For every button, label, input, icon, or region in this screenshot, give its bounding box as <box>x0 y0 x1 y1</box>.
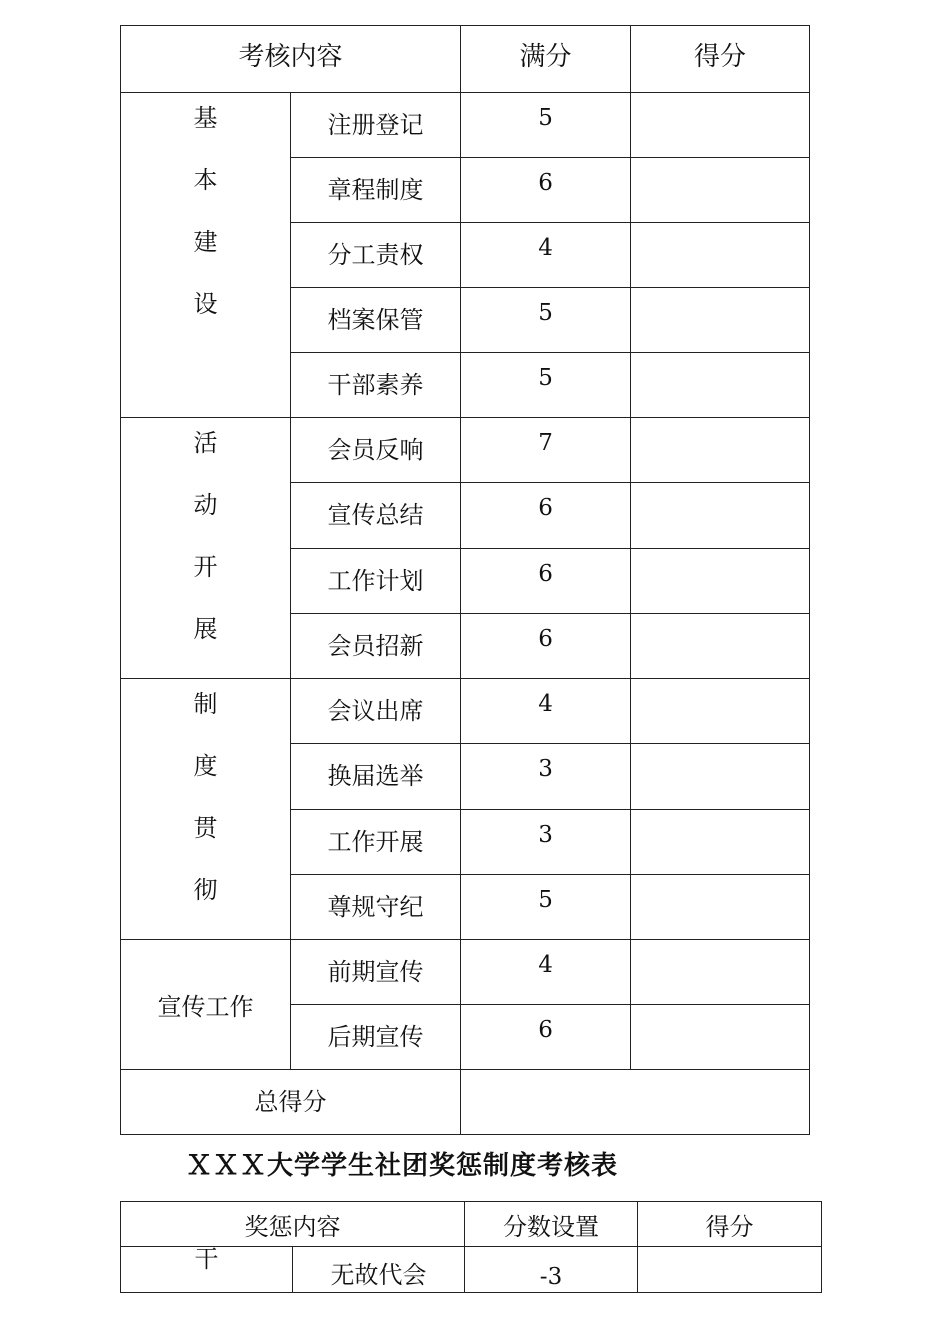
full-score-cell: 4 <box>461 679 631 744</box>
item-name-cell: 工作计划 <box>291 548 461 613</box>
score-cell[interactable] <box>631 158 810 223</box>
item-name-cell: 档案保管 <box>291 288 461 353</box>
header-score: 得分 <box>631 26 810 93</box>
full-score-cell: 3 <box>461 744 631 809</box>
score-cell[interactable] <box>631 679 810 744</box>
category-cell: 干 <box>121 1247 293 1293</box>
item-name-cell: 章程制度 <box>291 158 461 223</box>
full-score-cell: 6 <box>461 483 631 548</box>
score-cell[interactable] <box>631 223 810 288</box>
document-title: ＸＸＸ大学学生社团奖惩制度考核表 <box>186 1151 619 1181</box>
assessment-table-body <box>121 26 810 1135</box>
score-cell[interactable] <box>631 418 810 483</box>
full-score-cell: 5 <box>461 874 631 939</box>
table-header-row <box>121 26 810 93</box>
item-name-cell: 宣传总结 <box>291 483 461 548</box>
table-row <box>121 93 810 158</box>
category-char: 本 <box>193 166 218 194</box>
category-label-vertical <box>121 105 290 353</box>
score-cell[interactable] <box>631 93 810 158</box>
total-row <box>121 1070 810 1135</box>
header-reward-content: 奖惩内容 <box>121 1202 465 1247</box>
category-char: 活 <box>193 429 218 457</box>
item-name-cell: 注册登记 <box>291 93 461 158</box>
full-score-cell: 7 <box>461 418 631 483</box>
score-cell[interactable] <box>631 809 810 874</box>
category-cell <box>121 679 291 940</box>
score-cell[interactable] <box>631 483 810 548</box>
item-name-cell: 会员反响 <box>291 418 461 483</box>
category-char: 开 <box>193 553 218 581</box>
total-label: 总得分 <box>121 1070 461 1135</box>
item-name-cell: 无故代会 <box>293 1247 465 1293</box>
full-score-cell: 4 <box>461 940 631 1005</box>
item-name-cell: 尊规守纪 <box>291 874 461 939</box>
header-points-setting: 分数设置 <box>465 1202 638 1247</box>
category-char: 建 <box>193 228 218 256</box>
full-score-cell: 4 <box>461 223 631 288</box>
item-name-cell: 后期宣传 <box>291 1005 461 1070</box>
table-header-row <box>121 1202 822 1247</box>
score-cell[interactable] <box>631 744 810 809</box>
category-char: 展 <box>193 615 218 643</box>
category-cell <box>121 940 291 1070</box>
category-cell <box>121 93 291 418</box>
full-score-cell: 6 <box>461 613 631 678</box>
reward-table-body <box>121 1202 822 1293</box>
category-char: 设 <box>193 290 218 318</box>
category-label-vertical <box>121 430 290 678</box>
item-name-cell: 会员招新 <box>291 613 461 678</box>
full-score-cell: 6 <box>461 1005 631 1070</box>
full-score-cell: 5 <box>461 288 631 353</box>
full-score-cell: 3 <box>461 809 631 874</box>
header-content: 考核内容 <box>121 26 461 93</box>
score-cell[interactable] <box>631 288 810 353</box>
table-row <box>121 418 810 483</box>
score-cell[interactable] <box>631 874 810 939</box>
category-char: 贯 <box>193 814 218 842</box>
assessment-table <box>120 25 810 1135</box>
points-cell: -3 <box>465 1247 638 1293</box>
total-value-cell[interactable] <box>461 1070 810 1135</box>
reward-punishment-table <box>120 1201 822 1293</box>
header-full-score: 满分 <box>461 26 631 93</box>
item-name-cell: 分工责权 <box>291 223 461 288</box>
header-score: 得分 <box>638 1202 822 1247</box>
item-name-cell: 会议出席 <box>291 679 461 744</box>
category-char: 基 <box>193 104 218 132</box>
category-char: 动 <box>193 491 218 519</box>
full-score-cell: 5 <box>461 353 631 418</box>
score-cell[interactable] <box>638 1247 822 1293</box>
score-cell[interactable] <box>631 940 810 1005</box>
item-name-cell: 前期宣传 <box>291 940 461 1005</box>
score-cell[interactable] <box>631 548 810 613</box>
category-char: 制 <box>193 690 218 718</box>
category-label-vertical <box>121 691 290 939</box>
score-cell[interactable] <box>631 1005 810 1070</box>
item-name-cell: 工作开展 <box>291 809 461 874</box>
item-name-cell: 换届选举 <box>291 744 461 809</box>
category-char: 彻 <box>193 876 218 904</box>
full-score-cell: 5 <box>461 93 631 158</box>
full-score-cell: 6 <box>461 158 631 223</box>
table-row <box>121 940 810 1005</box>
table-row <box>121 1247 822 1293</box>
table-row <box>121 679 810 744</box>
category-cell <box>121 418 291 679</box>
full-score-cell: 6 <box>461 548 631 613</box>
score-cell[interactable] <box>631 613 810 678</box>
score-cell[interactable] <box>631 353 810 418</box>
category-char: 度 <box>193 752 218 780</box>
category-label: 宣传工作 <box>157 993 254 1021</box>
item-name-cell: 干部素养 <box>291 353 461 418</box>
